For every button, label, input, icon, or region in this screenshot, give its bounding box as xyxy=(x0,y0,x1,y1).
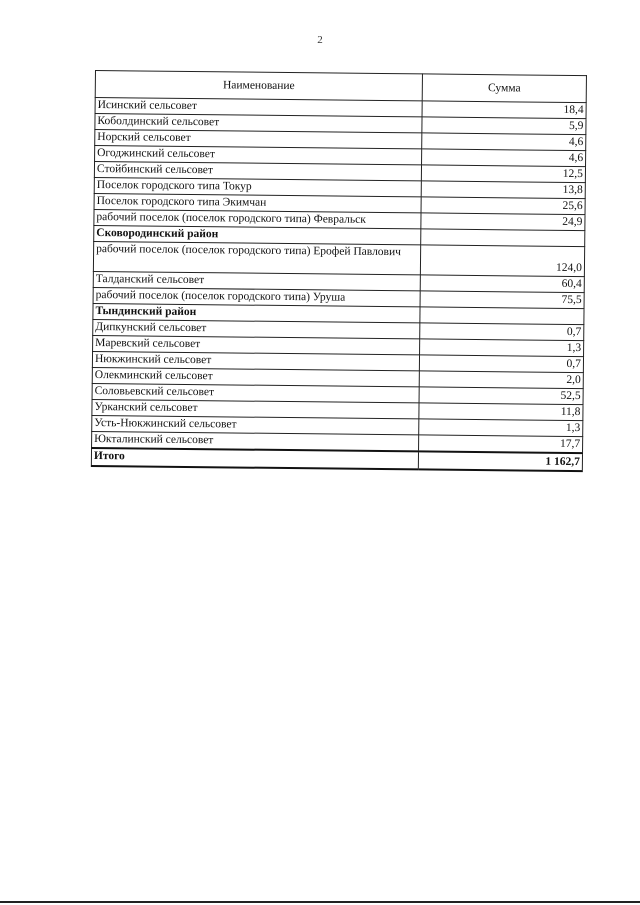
total-row xyxy=(91,448,582,471)
scan-edge-line xyxy=(0,901,640,903)
row-name: Юкталинский сельсовет xyxy=(92,431,419,451)
row-name: Коболдинский сельсовет xyxy=(95,114,422,133)
allocation-table xyxy=(91,70,587,472)
row-name: Соловьевский сельсовет xyxy=(92,383,419,402)
row-name: рабочий поселок (поселок городского типа) Февральск xyxy=(94,209,421,228)
row-name: Талданский сельсовет xyxy=(93,271,420,290)
total-amount: 1 162,7 xyxy=(418,451,582,471)
row-name: Урканский сельсовет xyxy=(92,399,419,418)
row-name: рабочий поселок (поселок городского типа) Ерофей Павлович xyxy=(93,241,420,274)
row-amount: 2,0 xyxy=(419,371,583,389)
row-amount xyxy=(421,229,585,247)
row-name: Поселок городского типа Экимчан xyxy=(94,193,421,212)
section-title: Тындинский район xyxy=(93,303,420,322)
row-amount: 60,4 xyxy=(420,275,584,293)
row-amount: 13,8 xyxy=(421,181,585,199)
row-name: Дипкунский сельсовет xyxy=(93,319,420,338)
row-amount: 1,3 xyxy=(419,419,583,437)
row-name: Олекминский сельсовет xyxy=(92,367,419,386)
row-name: рабочий поселок (поселок городского типа) Уруша xyxy=(93,287,420,306)
row-amount: 11,8 xyxy=(419,403,583,421)
row-amount: 75,5 xyxy=(420,291,584,309)
row-amount: 4,6 xyxy=(422,133,586,151)
header-amount: Сумма xyxy=(422,74,586,103)
row-amount: 18,4 xyxy=(422,101,586,119)
row-name: Нюкжинский сельсовет xyxy=(92,351,419,370)
row-amount: 5,9 xyxy=(422,117,586,135)
row-amount: 0,7 xyxy=(419,355,583,373)
row-name: Маревский сельсовет xyxy=(93,335,420,354)
row-amount: 1,3 xyxy=(420,339,584,357)
section-title: Сковородинский район xyxy=(94,225,421,244)
table-body xyxy=(92,98,587,454)
row-amount: 24,9 xyxy=(421,213,585,231)
page-number: 2 xyxy=(317,34,323,46)
row-name: Поселок городского типа Токур xyxy=(94,177,421,196)
total-label: Итого xyxy=(91,448,418,469)
row-amount: 25,6 xyxy=(421,197,585,215)
row-amount xyxy=(420,307,584,325)
row-name: Стойбинский сельсовет xyxy=(94,162,421,181)
row-amount: 4,6 xyxy=(422,149,586,167)
row-amount: 52,5 xyxy=(419,387,583,405)
row-name: Исинский сельсовет xyxy=(95,98,422,117)
row-amount: 17,7 xyxy=(419,435,583,453)
row-amount: 124,0 xyxy=(420,245,584,277)
row-amount: 12,5 xyxy=(421,165,585,183)
row-name: Норский сельсовет xyxy=(95,130,422,149)
row-amount: 0,7 xyxy=(420,323,584,341)
row-name: Усть-Нюкжинский сельсовет xyxy=(92,415,419,434)
row-name: Огоджинский сельсовет xyxy=(95,146,422,165)
header-name: Наименование xyxy=(95,71,422,101)
